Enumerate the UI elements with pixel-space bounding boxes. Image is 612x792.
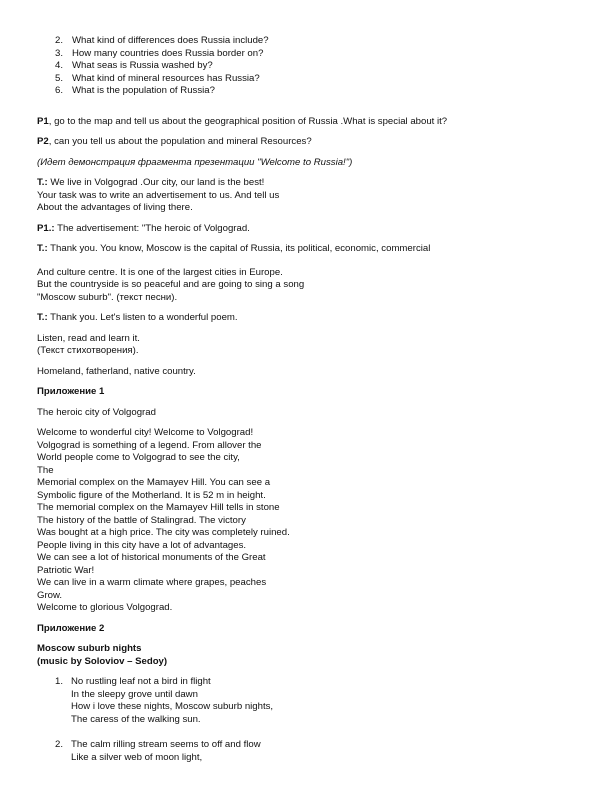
listen-line: (Текст стихотворения).	[37, 345, 139, 357]
list-item: 4. What seas is Russia washed by?	[55, 60, 213, 72]
culture-line: But the countryside is so peaceful and are going to sing a song	[37, 279, 305, 291]
verse-line: In the sleepy grove until dawn	[71, 688, 198, 700]
document-page	[37, 35, 597, 764]
p1-advertisement: P1.: The advertisement: "The heroic of Volgograd.	[37, 222, 250, 234]
text-line: We can live in a warm climate where grapes, peaches	[37, 577, 267, 589]
demo-note: (Идет демонстрация фрагмента презентации "Welcome to Russia!")	[37, 156, 353, 168]
culture-line: "Moscow suburb". (текст песни).	[37, 291, 178, 303]
list-item: 2. What kind of differences does Russia include?	[55, 35, 269, 46]
text-line: Patriotic War!	[37, 564, 95, 576]
p1-paragraph: P1, go to the map and tell us about the geographical position of Russia .What is special about it?	[37, 115, 448, 127]
text-line: The history of the battle of Stalingrad. The victory	[37, 514, 246, 526]
text-line: We can see a lot of historical monuments of the Great	[37, 552, 266, 564]
questions-list	[55, 35, 597, 98]
text-line: Grow.	[37, 589, 63, 601]
listen-line: Listen, read and learn it.	[37, 332, 140, 344]
homeland-line: Homeland, fatherland, native country.	[37, 365, 196, 377]
text-line: The memorial complex on the Mamayev Hill tells in stone	[37, 502, 280, 514]
teacher-line: Your task was to write an advertisement to us. And tell us	[37, 189, 280, 201]
song-credits: (music by Soloviov – Sedoy)	[37, 655, 168, 667]
list-item: 5. What kind of mineral resources has Russia?	[55, 72, 260, 84]
appendix-2-title: Приложение 2	[37, 622, 105, 634]
teacher-line: About the advantages of living there.	[37, 202, 193, 214]
text-line: The	[37, 464, 54, 476]
teacher-paragraph-3: T.: Thank you. Let's listen to a wonderful poem.	[37, 312, 238, 324]
song-title: Moscow suburb nights	[37, 643, 142, 655]
culture-line: And culture centre. It is one of the largest cities in Europe.	[37, 266, 283, 278]
list-item: 3. How many countries does Russia border on?	[55, 47, 264, 59]
verse-spacer	[55, 726, 597, 739]
teacher-paragraph-1: T.: We live in Volgograd .Our city, our land is the best!	[37, 177, 265, 189]
appendix-1-title: Приложение 1	[37, 386, 105, 398]
appendix-1-subtitle: The heroic city of Volgograd	[37, 406, 156, 418]
song-verses	[55, 676, 597, 764]
verse-line: Like a silver web of moon light,	[71, 751, 203, 763]
verse: 2. The calm rilling stream seems to off and flow Like a silver web of moon light,	[55, 739, 261, 763]
p2-paragraph: P2, can you tell us about the population and mineral Resources?	[37, 136, 312, 148]
list-item: 6. What is the population of Russia?	[55, 85, 215, 97]
verse-line: How i love these nights, Moscow suburb nights,	[71, 701, 274, 713]
text-line: People living in this city have a lot of advantages.	[37, 539, 247, 551]
text-line: World people come to Volgograd to see the city,	[37, 452, 240, 464]
text-line: Welcome to wonderful city! Welcome to Volgograd!	[37, 427, 254, 439]
appendix-1-text	[37, 427, 597, 615]
text-line: Symbolic figure of the Motherland. It is 52 m in height.	[37, 489, 266, 501]
verse-line: The calm rilling stream seems to off and flow	[71, 739, 261, 751]
verse-line: No rustling leaf not a bird in flight	[71, 676, 211, 688]
text-line: Was bought at a high price. The city was completely ruined.	[37, 527, 290, 539]
text-line: Volgograd is something of a legend. From allover the	[37, 439, 262, 451]
text-line: Memorial complex on the Mamayev Hill. You can see a	[37, 477, 271, 489]
verse: 1. No rustling leaf not a bird in flight In the sleepy grove until dawn How i love these nights, Moscow suburb nights, The caress of the walking sun.	[55, 676, 274, 725]
verse-line: The caress of the walking sun.	[71, 713, 201, 725]
text-line: Welcome to glorious Volgograd.	[37, 602, 173, 614]
teacher-paragraph-2: T.: Thank you. You know, Moscow is the capital of Russia, its political, economic, commercial	[37, 243, 431, 255]
